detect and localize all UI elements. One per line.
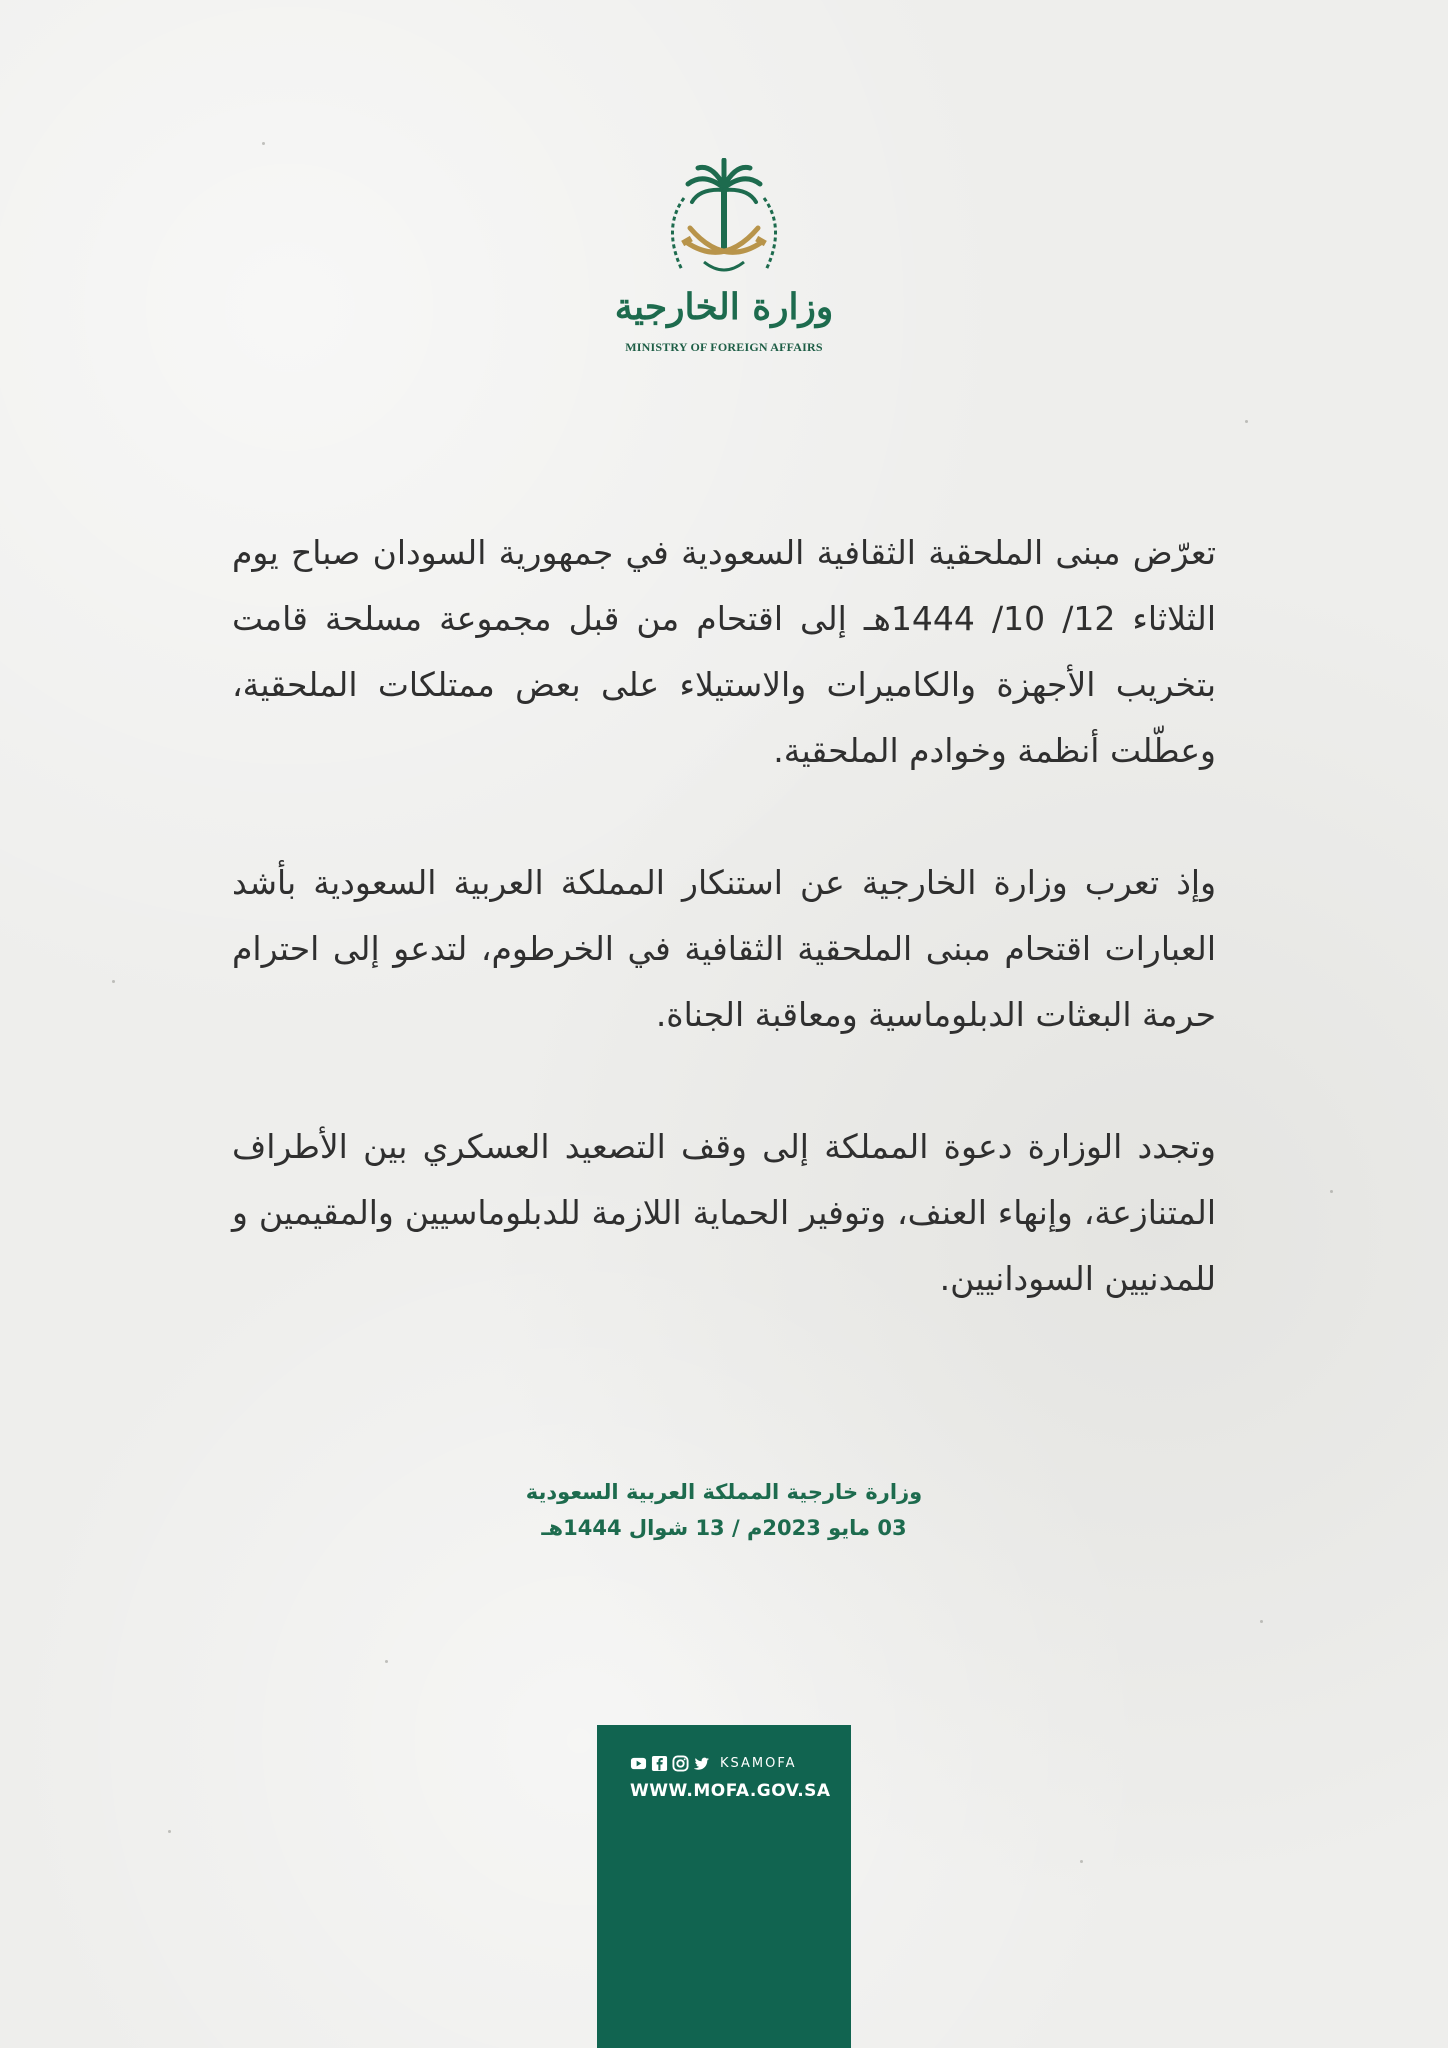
website-link[interactable]: WWW.MOFA.GOV.SA [630,1781,831,1801]
paper-speck [112,980,115,983]
paper-speck [262,142,265,145]
paper-speck [1080,1860,1083,1863]
youtube-icon[interactable] [630,1755,647,1772]
paper-speck [1245,420,1248,423]
signature-date: 03 مايو 2023م / 13 شوال 1444هـ [541,1516,907,1540]
paper-speck [385,1660,388,1663]
footer-contact-block [597,1725,851,2048]
statement-body [232,520,1216,1378]
signature-name: وزارة خارجية المملكة العربية السعودية [525,1480,923,1504]
facebook-icon[interactable] [651,1755,668,1772]
paper-speck [168,1830,171,1833]
statement-paragraph: وإذ تعرب وزارة الخارجية عن استنكار المملكة العربية السعودية بأشد العبارات اقتحام مبنى الملحقية الثقافية في الخرطوم، لتدعو إلى احترام حرمة البعثات الدبلوماسية ومعاقبة الجناة. [232,863,1216,1034]
social-links-row [630,1755,797,1772]
ministry-emblem-icon [654,158,794,288]
instagram-icon[interactable] [672,1755,689,1772]
logo-arabic-wordmark: وزارة الخارجية [614,286,834,328]
paper-speck [1260,1620,1263,1623]
paper-speck [1330,1190,1333,1193]
logo-english-wordmark: MINISTRY OF FOREIGN AFFAIRS [625,340,823,354]
statement-paragraph: تعرّض مبنى الملحقية الثقافية السعودية في جمهورية السودان صباح يوم الثلاثاء 12/ 10/ 1444هـ إلى اقتحام من قبل مجموعة مسلحة قامت بتخريب الأجهزة والكاميرات والاستيلاء على بعض ممتلكات الملحقية، وعطّلت أنظمة وخوادم الملحقية. [232,533,1217,770]
statement-paragraph: وتجدد الوزارة دعوة المملكة إلى وقف التصعيد العسكري بين الأطراف المتنازعة، وإنهاء العنف، وتوفير الحماية اللازمة للدبلوماسيين والمقيمين و للمدنيين السودانيين. [232,1127,1216,1298]
twitter-icon[interactable] [693,1755,710,1772]
social-handle: KSAMOFA [720,1756,797,1771]
signature-block [424,1474,1024,1546]
